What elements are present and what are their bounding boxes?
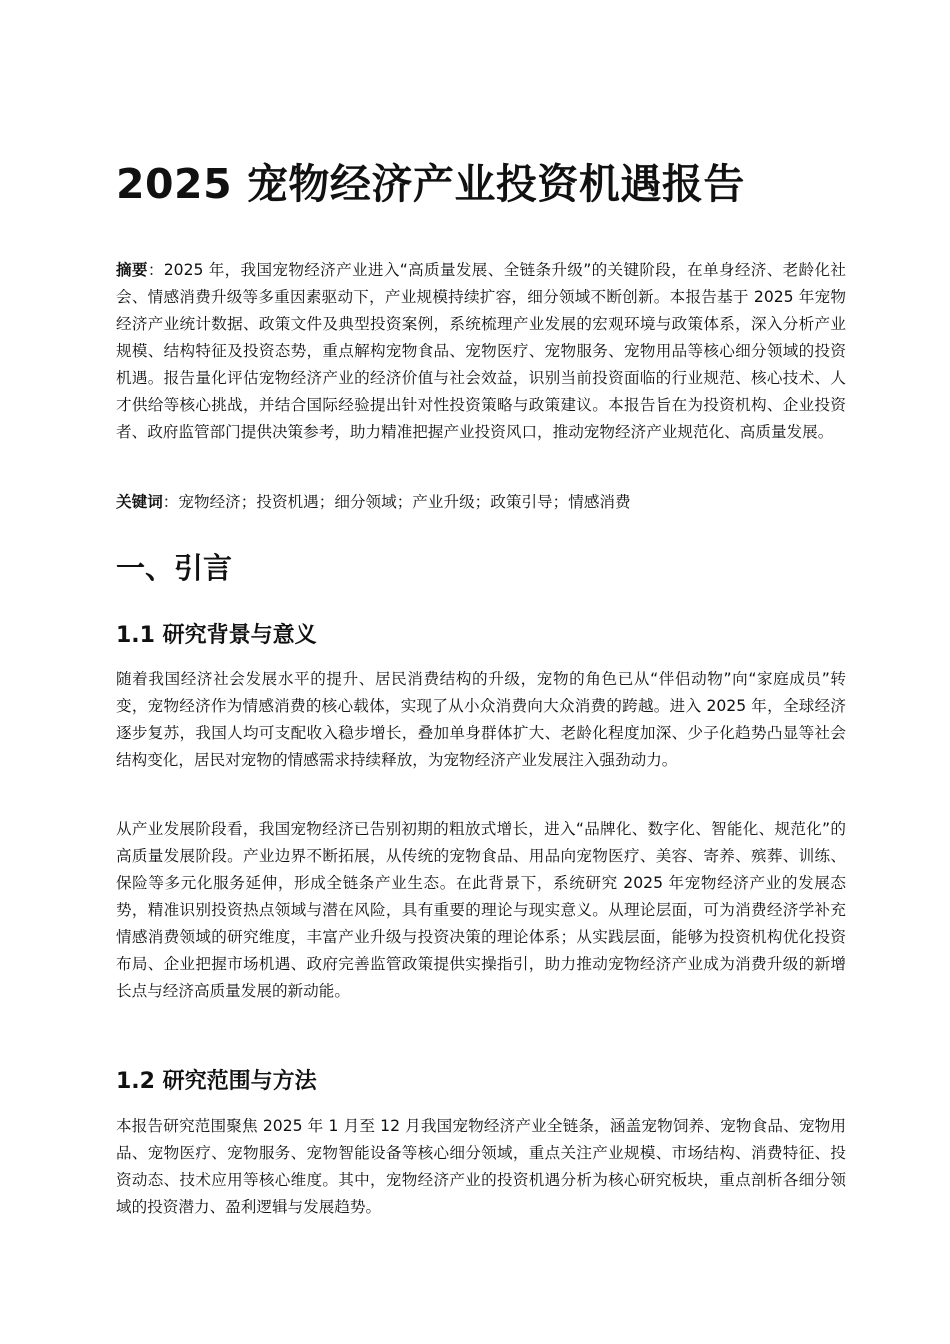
background-paragraph-2: 从产业发展阶段看，我国宠物经济已告别初期的粗放式增长，进入“品牌化、数字化、智能化、规范化”的高质量发展阶段。产业边界不断拓展，从传统的宠物食品、用品向宠物医疗、美容、寄养、殡葬、训练、保险等多元化服务延伸，形成全链条产业生态。在此背景下，系统研究 2025 年宠物经济产业的发展态势，精准识别投资热点领域与潜在风险，具有重要的理论与现实意义。从理论层面，可为消费经济学补充情感消费领域的研究维度，丰富产业升级与投资决策的理论体系；从实践层面，能够为投资机构优化投资布局、企业把握市场机遇、政府完善监管政策提供实操指引，助力推动宠物经济产业成为消费升级的新增长点与经济高质量发展的新动能。	[116, 820, 846, 1000]
abstract-text: ：2025 年，我国宠物经济产业进入“高质量发展、全链条升级”的关键阶段，在单身经济、老龄化社会、情感消费升级等多重因素驱动下，产业规模持续扩容，细分领域不断创新。本报告基于 2025 年宠物经济产业统计数据、政策文件及典型投资案例，系统梳理产业发展的宏观环境与政策体系，深入分析产业规模、结构特征及投资态势，重点解构宠物食品、宠物医疗、宠物服务、宠物用品等核心细分领域的投资机遇。报告量化评估宠物经济产业的经济价值与社会效益，识别当前投资面临的行业规范、核心技术、人才供给等核心挑战，并结合国际经验提出针对性投资策略与政策建议。本报告旨在为投资机构、企业投资者、政府监管部门提供决策参考，助力精准把握产业投资风口，推动宠物经济产业规范化、高质量发展。	[116, 261, 846, 441]
abstract-paragraph	[116, 257, 846, 446]
subsection-heading-scope-methods: 1.2 研究范围与方法	[116, 1069, 317, 1094]
subsection-heading-background: 1.1 研究背景与意义	[116, 623, 317, 648]
section-heading-introduction: 一、引言	[116, 551, 233, 585]
keywords-paragraph	[116, 489, 846, 516]
document-title: 2025 宠物经济产业投资机遇报告	[116, 160, 745, 208]
scope-paragraph-1: 本报告研究范围聚焦 2025 年 1 月至 12 月我国宠物经济产业全链条，涵盖宠物饲养、宠物食品、宠物用品、宠物医疗、宠物服务、宠物智能设备等核心细分领域，重点关注产业规模、市场结构、消费特征、投资动态、技术应用等核心维度。其中，宠物经济产业的投资机遇分析为核心研究板块，重点剖析各细分领域的投资潜力、盈利逻辑与发展趋势。	[116, 1117, 846, 1216]
keywords-text: ：宠物经济；投资机遇；细分领域；产业升级；政策引导；情感消费	[162, 493, 631, 511]
background-paragraph-1: 随着我国经济社会发展水平的提升、居民消费结构的升级，宠物的角色已从“伴侣动物”向“家庭成员”转变，宠物经济作为情感消费的核心载体，实现了从小众消费向大众消费的跨越。进入 2025 年，全球经济逐步复苏，我国人均可支配收入稳步增长，叠加单身群体扩大、老龄化程度加深、少子化趋势凸显等社会结构变化，居民对宠物的情感需求持续释放，为宠物经济产业发展注入强劲动力。	[116, 670, 846, 769]
abstract-label: 摘要	[116, 261, 148, 279]
keywords-label: 关键词	[116, 493, 163, 511]
